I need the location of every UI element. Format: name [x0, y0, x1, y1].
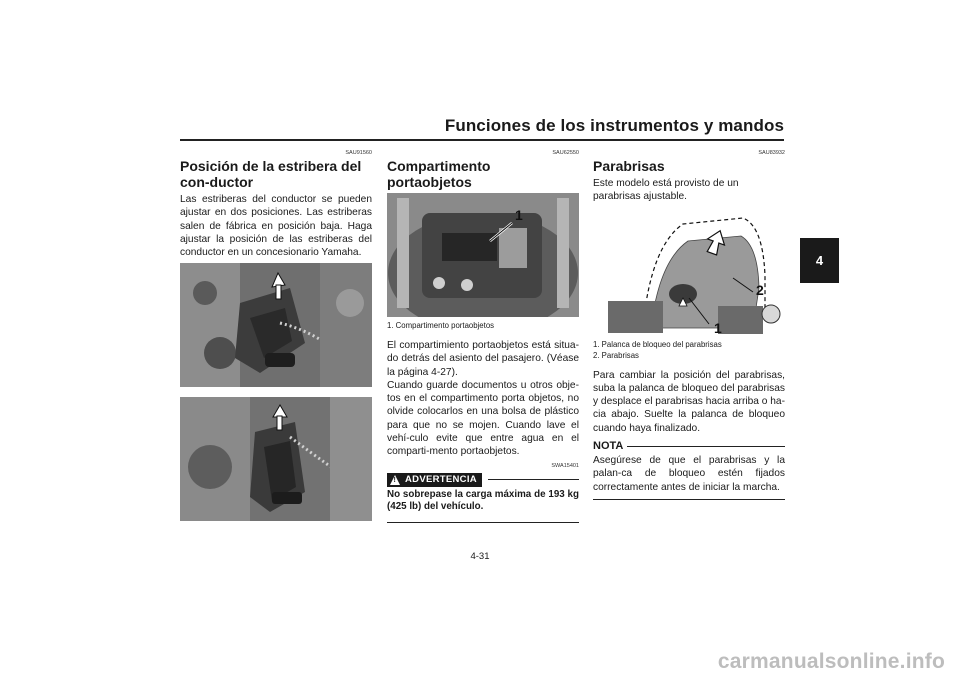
- section-heading-windshield: Parabrisas: [593, 158, 665, 174]
- section-code: SAU91560: [345, 150, 372, 156]
- warning-header: [387, 473, 579, 487]
- windshield-caption-1: 1. Palanca de bloqueo del parabrisas: [593, 339, 722, 349]
- footrest-body: Las estriberas del conductor se pueden ajustar en dos posiciones. Las estriberas salen de fábrica en posición baja. Haga ajustar la posición de las estriberas del conductor en un concesionario Yamaha.: [180, 194, 372, 259]
- windshield-callout-2: 2: [756, 281, 764, 298]
- watermark: carmanualsonline.info: [717, 650, 945, 673]
- footrest-photo-top-art: [180, 263, 372, 387]
- footrest-photo-top: [180, 263, 372, 387]
- storage-photo: [387, 193, 579, 317]
- footrest-photo-bottom-art: [180, 397, 372, 521]
- warning-code: SWA15401: [551, 462, 579, 469]
- storage-body: El compartimiento portaobjetos está situa-do detrás del asiento del pasajero. (Véase la página 4-27). Cuando guarde documentos u otros obje-tos en el compartimento porta objetos, no olvide colocarlos en una bolsa de plástico para que no se mojen. Cuando lave el vehí-culo evite que entre agua en el comparti-mento portaobjetos.: [387, 340, 579, 458]
- warning-text: No sobrepase la carga máxima de 193 kg (425 lb) del vehículo.: [387, 488, 579, 513]
- warning-bottom-rule: [387, 522, 579, 523]
- page-header-title: Funciones de los instrumentos y mandos: [444, 116, 784, 135]
- windshield-caption-2: 2. Parabrisas: [593, 350, 639, 360]
- section-heading-storage: Compartimento portaobjetos: [387, 158, 491, 190]
- column-footrest: [180, 150, 372, 521]
- windshield-intro: Este modelo está provisto de un parabrisas ajustable.: [593, 178, 739, 203]
- warning-rule: [488, 479, 579, 480]
- warning-label: ADVERTENCIA: [405, 474, 477, 486]
- windshield-illustration-art: [593, 206, 785, 336]
- warning-badge: [387, 473, 482, 487]
- column-windshield: [593, 150, 785, 500]
- warning-triangle-icon: !: [390, 475, 400, 485]
- storage-photo-art: [387, 193, 579, 317]
- note-text: Asegúrese de que el parabrisas y la palan-ca de bloqueo estén fijados correctamente antes de iniciar la marcha.: [593, 455, 785, 493]
- note-rule: [627, 446, 785, 447]
- section-heading-footrest: Posición de la estribera del con-ductor: [180, 158, 362, 190]
- column-storage: [387, 150, 579, 523]
- windshield-body: Para cambiar la posición del parabrisas, suba la palanca de bloqueo del parabrisas y desplace el parabrisas hacia arriba o ha-cia abajo. Suelte la palanca de bloqueo cuando haya finalizado.: [593, 369, 785, 434]
- section-code: SAU83932: [758, 150, 785, 156]
- footrest-photo-bottom: [180, 397, 372, 521]
- note-bottom-rule: [593, 499, 785, 500]
- note-header: [593, 440, 785, 452]
- header-rule: [180, 139, 784, 141]
- storage-caption: 1. Compartimento portaobjetos: [387, 321, 495, 330]
- page-number: 4-31: [470, 551, 490, 562]
- note-label: NOTA: [593, 440, 624, 453]
- chapter-tab: 4: [800, 238, 839, 283]
- windshield-illustration: [593, 206, 785, 336]
- windshield-callout-1: 1: [714, 319, 722, 336]
- section-code: SAU62550: [552, 150, 579, 156]
- storage-callout-1: 1: [515, 207, 523, 223]
